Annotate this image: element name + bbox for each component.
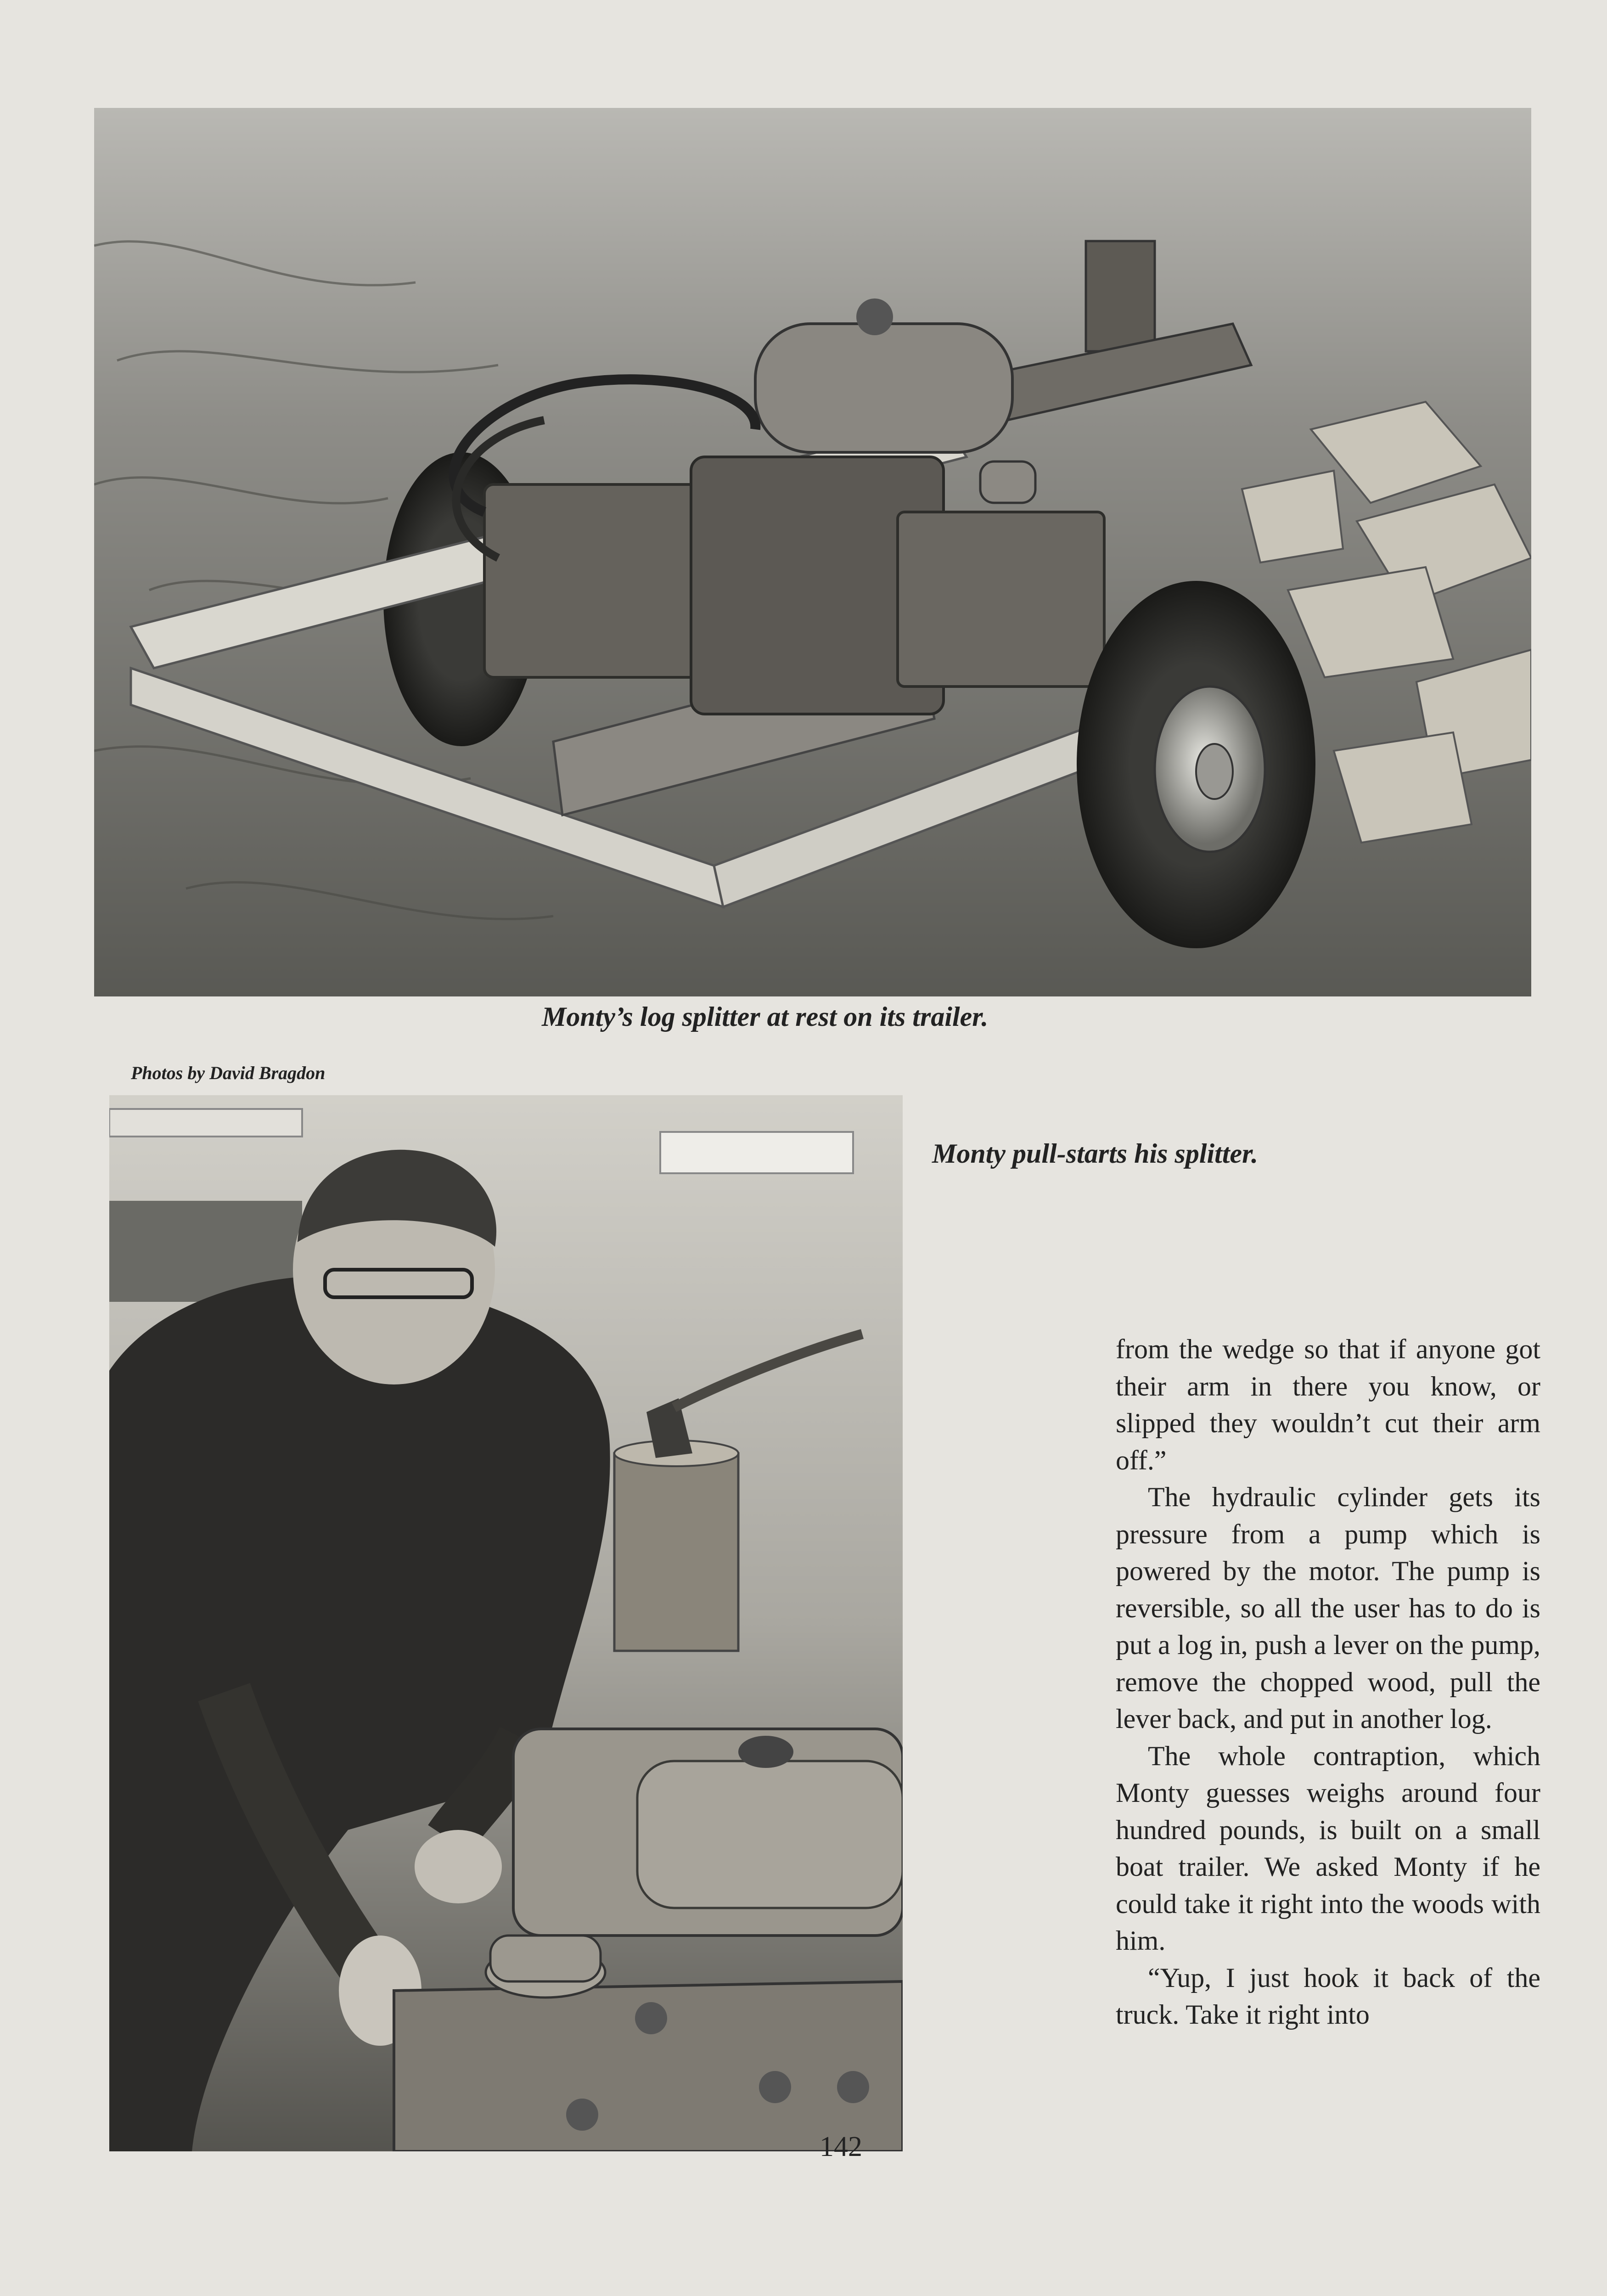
top-photo-caption: Monty’s log splitter at rest on its trailer. [542, 1002, 989, 1032]
article-paragraph: “Yup, I just hook it back of the truck. Take it right into [1116, 1962, 1540, 2030]
log-splitter-illustration [94, 108, 1531, 996]
article-text [1116, 1331, 1540, 2033]
photo-credit: Photos by David Bragdon [131, 1063, 326, 1083]
bottom-photo-caption: Monty pull-starts his splitter. [932, 1138, 1259, 1169]
page-number: 142 [820, 2131, 862, 2162]
log-splitter-photo [94, 108, 1531, 996]
pull-start-illustration [109, 1095, 903, 2151]
article-paragraph: The whole contraption, which Monty guesses weighs around four hundred pounds, is built on a small boat trailer. We asked Monty if he could take it right into the woods with him. [1116, 1740, 1540, 1956]
article-paragraph: The hydraulic cylinder gets its pressure from a pump which is powered by the motor. The pump is reversible, so all the user has to do is put a log in, push a lever on the pump, remove the chopped wood, pull the lever back, and put in another log. [1116, 1482, 1540, 1734]
pull-start-photo [109, 1095, 903, 2151]
article-paragraph: from the wedge so that if anyone got their arm in there you know, or slipped they wouldn’t cut their arm off.” [1116, 1334, 1540, 1475]
